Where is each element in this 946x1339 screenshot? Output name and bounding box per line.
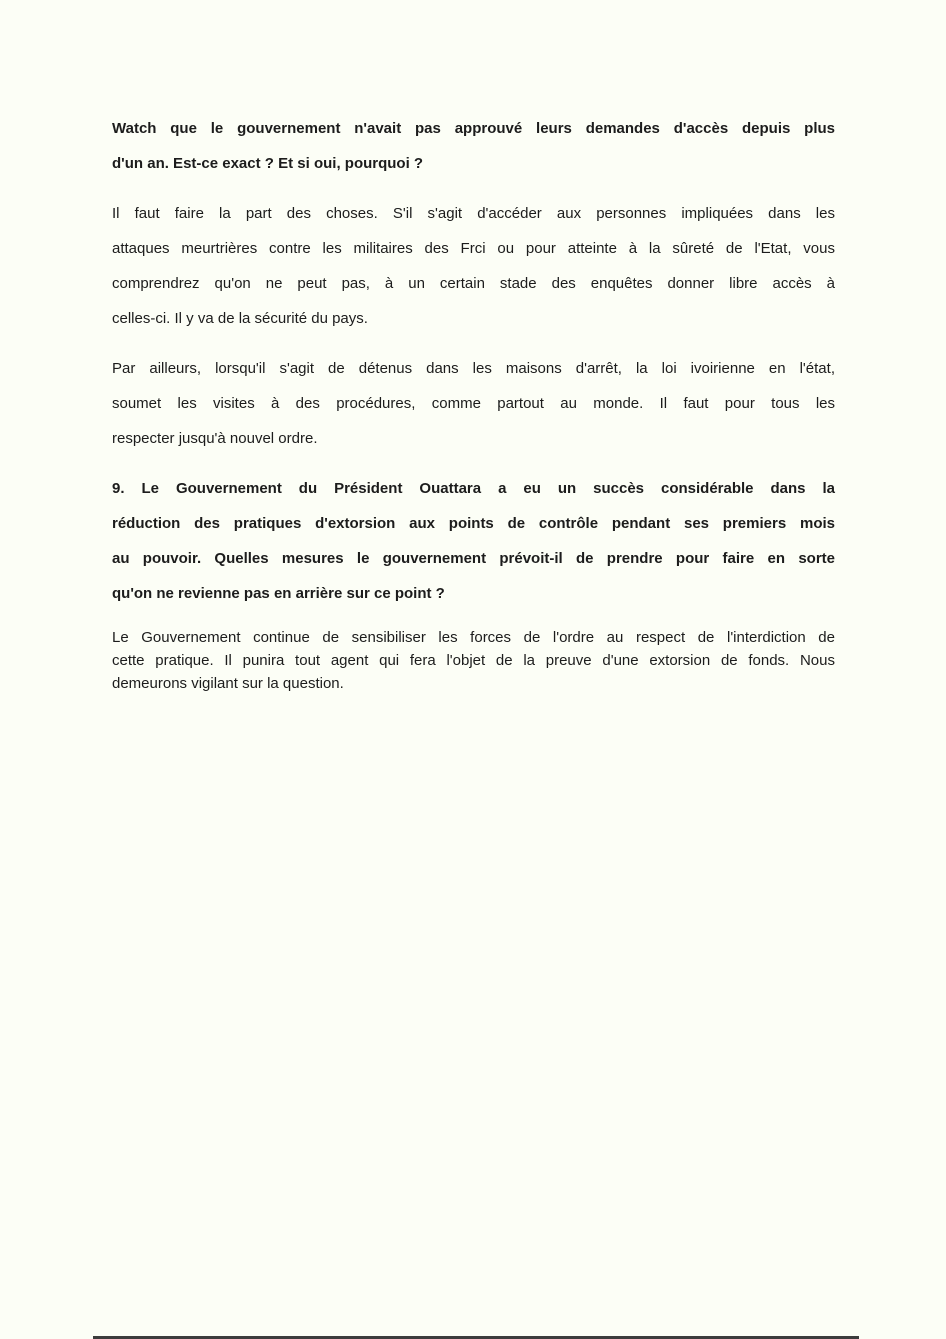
paragraph-2-line-1: Il faut faire la part des choses. S'il s'agit d'accéder aux personnes impliquées dans les bbox=[112, 205, 835, 222]
paragraph-3-line-2: soumet les visites à des procédures, comme partout au monde. Il faut pour tous les bbox=[112, 395, 835, 412]
paragraph-4-line-4: qu'on ne revienne pas en arrière sur ce point ? bbox=[112, 585, 445, 602]
paragraph-3-line-1: Par ailleurs, lorsqu'il s'agit de détenus dans les maisons d'arrêt, la loi ivoirienne en l'état, bbox=[112, 360, 835, 377]
paragraph-4-line-3: au pouvoir. Quelles mesures le gouvernement prévoit-il de prendre pour faire en sorte bbox=[112, 550, 835, 567]
paragraph-1-line-1: Watch que le gouvernement n'avait pas approuvé leurs demandes d'accès depuis plus bbox=[112, 120, 835, 137]
paragraph-5-line-2: cette pratique. Il punira tout agent qui fera l'objet de la preuve d'une extorsion de fonds. Nous bbox=[112, 652, 835, 669]
paragraph-5-line-3: demeurons vigilant sur la question. bbox=[112, 675, 344, 692]
paragraph-4-line-2: réduction des pratiques d'extorsion aux points de contrôle pendant ses premiers mois bbox=[112, 515, 835, 532]
paragraph-4 bbox=[112, 471, 835, 611]
paragraph-5-line-1: Le Gouvernement continue de sensibiliser les forces de l'ordre au respect de l'interdiction de bbox=[112, 629, 835, 646]
document-content bbox=[112, 111, 835, 710]
paragraph-4-line-1: 9. Le Gouvernement du Président Ouattara a eu un succès considérable dans la bbox=[112, 480, 835, 497]
paragraph-5 bbox=[112, 626, 835, 695]
paragraph-1-line-2: d'un an. Est-ce exact ? Et si oui, pourquoi ? bbox=[112, 155, 424, 172]
paragraph-2-line-2: attaques meurtrières contre les militaires des Frci ou pour atteinte à la sûreté de l'Etat, vous bbox=[112, 240, 835, 257]
paragraph-3-line-3: respecter jusqu'à nouvel ordre. bbox=[112, 430, 318, 447]
paragraph-2-line-3: comprendrez qu'on ne peut pas, à un certain stade des enquêtes donner libre accès à bbox=[112, 275, 835, 292]
paragraph-1 bbox=[112, 111, 835, 181]
paragraph-2-line-4: celles-ci. Il y va de la sécurité du pays. bbox=[112, 310, 368, 327]
paragraph-2 bbox=[112, 196, 835, 336]
paragraph-3 bbox=[112, 351, 835, 456]
